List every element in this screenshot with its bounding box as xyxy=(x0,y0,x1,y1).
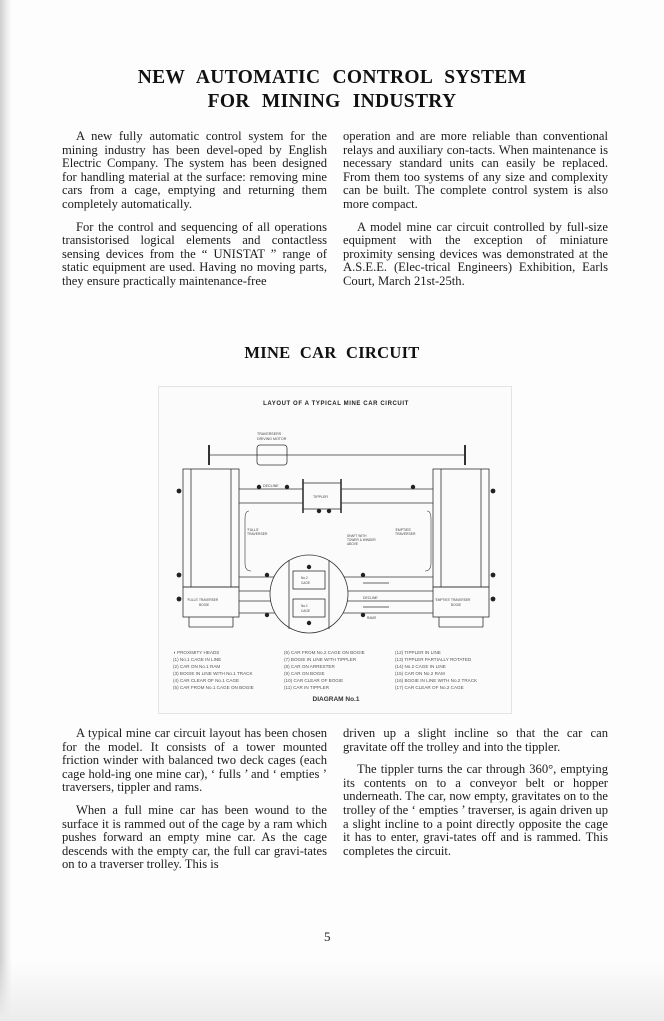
svg-text:No.2: No.2 xyxy=(301,576,308,580)
diagram-caption: DIAGRAM No.1 xyxy=(312,696,360,703)
paragraph: When a full mine car has been wound to the surface it is rammed out of the cage by a ram which pushes forward an empty mine car. As the cage descends with the empty car, the full car gravi-tates on to a traverser trolley. This is xyxy=(62,802,327,872)
svg-text:TRAVERSER: TRAVERSER xyxy=(395,532,416,536)
legend-item: (7) BOGIE IN LINE WITH TIPPLER xyxy=(284,657,357,662)
svg-text:'EMPTIES': 'EMPTIES' xyxy=(395,528,412,532)
paragraph: For the control and sequencing of all operations transistorised logical elements and contactless sensing devices from the “ UNISTAT ” range of static equipment are used. Having no moving parts, they ensure practically maintenance-free xyxy=(62,219,327,288)
legend-column xyxy=(284,649,392,691)
svg-text:DRIVING MOTOR: DRIVING MOTOR xyxy=(257,437,287,441)
svg-text:CAGE: CAGE xyxy=(301,581,311,585)
legend-item: (9) CAR ON BOGIE xyxy=(284,671,325,676)
svg-text:DECLINE: DECLINE xyxy=(263,484,279,488)
legend-item: (16) BOGIE IN LINE WITH No.2 TRACK xyxy=(395,678,478,683)
svg-text:TOWER & WINDER: TOWER & WINDER xyxy=(347,538,376,542)
legend-item: ◖ PROXIMITY HEADS xyxy=(173,650,220,655)
legend-item: (8) CAR ON ARRESTER xyxy=(284,664,335,669)
legend-column xyxy=(173,649,281,691)
svg-text:TIPPLER: TIPPLER xyxy=(313,495,328,499)
svg-text:SHAFT WITH: SHAFT WITH xyxy=(347,534,367,538)
body-column-right xyxy=(343,727,608,867)
legend-item: (5) CAR FROM No.1 CAGE ON BOGIE xyxy=(173,685,254,690)
legend-item: (4) CAR CLEAR OF No.1 CAGE xyxy=(173,678,240,683)
svg-text:'FULLS': 'FULLS' xyxy=(247,528,259,532)
svg-text:No.1: No.1 xyxy=(301,604,308,608)
paragraph: operation and are more reliable than conventional relays and auxiliary con-tacts. When maintenance is necessary standard units can easily be replaced. From them too systems of any size and complexity can be built. The complete control system is also more compact. xyxy=(343,129,608,211)
article-title-line-2: FOR MINING INDUSTRY xyxy=(207,91,457,112)
intro-column-right xyxy=(343,130,608,298)
diagram-title: LAYOUT OF A TYPICAL MINE CAR CIRCUIT xyxy=(263,401,409,407)
legend-item: (13) TIPPLER PARTIALLY ROTATED xyxy=(395,657,472,662)
legend-item: (15) CAR ON No.2 RAM xyxy=(395,671,445,676)
svg-text:ABOVE: ABOVE xyxy=(347,542,358,546)
page-number: 5 xyxy=(324,929,331,944)
legend-item: (6) CAR FROM No.2 CAGE ON BOGIE xyxy=(284,650,365,655)
svg-text:RAMS: RAMS xyxy=(367,616,377,620)
section-heading: MINE CAR CIRCUIT xyxy=(244,343,420,362)
intro-column-left xyxy=(62,130,327,298)
page-binding-edge xyxy=(0,0,12,1021)
svg-text:BOGIE: BOGIE xyxy=(199,603,210,607)
svg-text:DECLINE: DECLINE xyxy=(363,596,378,600)
legend-column xyxy=(395,649,503,691)
article-title xyxy=(0,66,664,114)
legend-item: (12) TIPPLER IN LINE xyxy=(395,650,441,655)
svg-text:BOGIE: BOGIE xyxy=(451,603,462,607)
paragraph: A typical mine car circuit layout has been chosen for the model. It consists of a tower mounted friction winder with balanced two deck cages (each cage hold-ing one mine car), ‘ fulls ’ and ‘ empties ’ traversers, tippler and rams. xyxy=(62,726,327,795)
body-column-left xyxy=(62,727,327,881)
paragraph: driven up a slight incline so that the car can gravitate off the trolley and into the tippler. xyxy=(343,726,608,754)
legend-item: (3) BOGIE IN LINE WITH No.1 TRACK xyxy=(173,671,253,676)
mine-car-circuit-diagram xyxy=(158,386,512,714)
paragraph: The tippler turns the car through 360°, emptying its contents on to a conveyor belt or hopper underneath. The car, now empty, gravitates on to the trolley of the ‘ empties ’ traverser, is again driven up a slight incline to a point directly opposite the cage it has to enter, gravi-tates off and is rammed. This completes the circuit. xyxy=(343,762,608,858)
article-title-line-1: NEW AUTOMATIC CONTROL SYSTEM xyxy=(137,67,527,88)
svg-text:'EMPTIES' TRAVERSER: 'EMPTIES' TRAVERSER xyxy=(435,598,471,602)
svg-text:CAGE: CAGE xyxy=(301,609,311,613)
svg-text:'FULLS' TRAVERSER: 'FULLS' TRAVERSER xyxy=(187,598,219,602)
paragraph: A new fully automatic control system for the mining industry has been devel-oped by English Electric Company. The system has been designed for handling material at the surface: removing mine cars from a cage, emptying and returning them completely automatically. xyxy=(62,129,327,211)
legend-item: (11) CAR IN TIPPLER xyxy=(284,685,330,690)
legend-item: (17) CAR CLEAR OF No.2 CAGE xyxy=(395,685,464,690)
legend-item: (14) No.2 CAGE IN LINE xyxy=(395,664,446,669)
svg-text:TRAVERSERS: TRAVERSERS xyxy=(257,432,282,436)
diagram-legend xyxy=(173,649,503,691)
legend-item: (1) No.1 CAGE IN LINE xyxy=(173,657,222,662)
legend-item: (2) CAR ON No.1 RAM xyxy=(173,664,221,669)
page-bottom-shadow xyxy=(0,961,664,1021)
paragraph: A model mine car circuit controlled by full-size equipment with the exception of miniature proximity sensing devices was demonstrated at the A.S.E.E. (Elec-trical Engineers) Exhibition, Earls Court, March 21st-25th. xyxy=(343,219,608,288)
legend-item: (10) CAR CLEAR OF BOGIE xyxy=(284,678,344,683)
layout-drawing xyxy=(159,387,513,649)
svg-text:TRAVERSER: TRAVERSER xyxy=(247,532,268,536)
